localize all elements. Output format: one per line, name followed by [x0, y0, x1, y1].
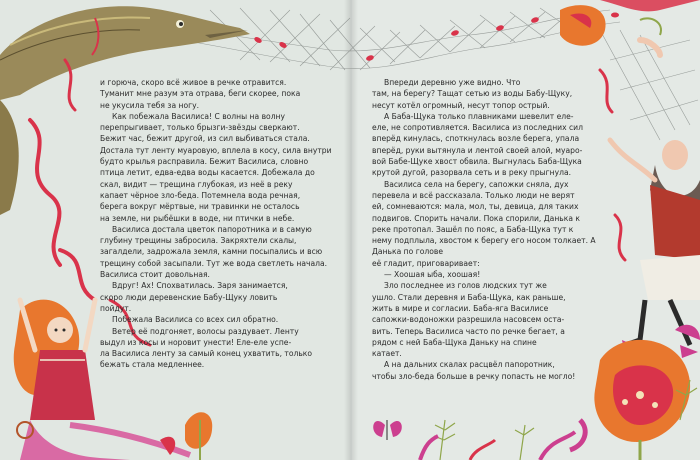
text-line: вперёд кинулась, споткнулась возле берега, упала	[372, 134, 580, 144]
text-line: ей, сомневаются: мала, мол, ты, девица, для таких	[372, 202, 579, 212]
text-line: Впереди деревню уже видно. Что	[384, 78, 521, 87]
text-line: капает чёрное зло-беда. Потемнела вода речная,	[100, 190, 301, 200]
text-line: ла Василиса ленту за самый конец ухватить, только	[100, 349, 313, 359]
old-man-illustration	[610, 40, 700, 358]
text-line: Василиса села на берегу, сапожки сняла, дух	[384, 179, 569, 189]
text-line: глубину трещины забросила. Закряхтели скалы,	[100, 236, 297, 246]
text-line: пойдут.	[100, 303, 132, 313]
text-line: ушло. Стали деревня и Баба-Щука, как раньше,	[372, 292, 566, 302]
text-line: несут котёл огромный, несут топор острый.	[372, 100, 550, 110]
text-line: сапожки-водоножки разрешила насовсем оста-	[372, 315, 565, 325]
text-line: выдул из косы и норовит унести! Еле-еле успе-	[100, 337, 292, 347]
text-line: скоро люди деревенские Бабу-Щуку ловить	[100, 292, 278, 302]
flower-illustration-top	[560, 0, 700, 46]
text-line: Бежит час, бежит другой, из сил выбиваться стала.	[100, 134, 310, 144]
text-line: жить в мире и согласии. Баба-яга Василисе	[372, 303, 549, 313]
text-line: Побежала Василиса со всех сил обратно.	[112, 315, 279, 325]
text-line: Туманит мне разум эта отрава, беги скорее, пока	[100, 89, 301, 99]
text-line: её гладит, приговаривает:	[372, 258, 480, 268]
text-line: Зло последнее из голов людских тут же	[384, 281, 547, 291]
text-line: Ветер её подгоняет, волосы раздувает. Ленту	[112, 326, 299, 336]
butterfly-illustration	[373, 420, 402, 440]
text-line: и горюча, скоро всё живое в речке отравится.	[100, 78, 287, 87]
left-page-text	[100, 77, 332, 371]
text-line: Как побежала Василиса! С волны на волну	[112, 111, 286, 121]
text-line: вперёд, руки вытянула и лентой своей алой, муаро-	[372, 145, 583, 155]
text-line: Вдруг! Ах! Спохватилась. Заря занимается,	[112, 281, 288, 291]
text-line: Достала тут ленту муаровую, вплела в косу, сила внутри	[100, 145, 332, 155]
text-line: берега вокруг мёртвые, ни травинки не осталось	[100, 202, 300, 212]
text-line: трещину собой засыпали. Тут же вода светлеть начала.	[100, 258, 328, 268]
text-line: бежать стала медленнее.	[100, 360, 205, 370]
right-page-text	[372, 77, 608, 382]
text-line: перевела и всё рассказала. Только люди не верят	[372, 190, 575, 200]
text-line: на земле, ни рыбёшки в воде, ни птички в небе.	[100, 213, 295, 223]
text-line: Василиса достала цветок папоротника и в самую	[112, 224, 312, 234]
text-line: вить. Теперь Василиса часто по речке бегает, а	[372, 326, 565, 336]
text-line: там, на берегу? Тащат сетью из воды Бабу-Щуку,	[372, 89, 573, 99]
text-line: катает.	[372, 349, 402, 359]
text-line: — Хоошая ыба, хоошая!	[384, 270, 481, 280]
text-line: чтобы зло-беда больше в речку попасть не могло!	[372, 371, 576, 381]
text-line: А на дальних скалах расцвёл папоротник,	[384, 360, 555, 370]
text-line: крутой дугой, разорвала сеть и в реку прыгнула.	[372, 168, 572, 178]
text-line: реке протопал. Зашёл по пояс, а Баба-Щука тут к	[372, 224, 574, 234]
text-line: будто крылья расправила. Бежит Василиса, словно	[100, 157, 309, 167]
text-line: нему подплыла, хвостом к берегу его носом толкает. А Данька по голове	[372, 236, 596, 257]
text-line: еле, не сопротивляется. Василиса из последних сил	[372, 123, 583, 133]
text-line: перепрыгивает, только брызги-звёзды сверкают.	[100, 123, 300, 133]
text-line: не укусила тебя за ногу.	[100, 100, 200, 110]
text-line: загалдели, задрожала земля, камни посыпались и всю	[100, 247, 323, 257]
text-line: рядом с ней Баба-Щука Даньку на спине	[372, 337, 537, 347]
text-line: скал, видит — трещина глубокая, из неё в реку	[100, 179, 293, 189]
text-line: птица летит, едва-едва воды касается. Добежала до	[100, 168, 315, 178]
text-line: Василиса стоит довольная.	[100, 270, 210, 280]
text-line: подвигов. Спорить начали. Пока спорили, Данька к	[372, 213, 581, 223]
text-line: А Баба-Щука только плавниками шевелит еле-	[384, 111, 574, 121]
text-line: вой Бабе-Щуке хвост обвила. Выгнулась Баба-Щука	[372, 157, 582, 167]
